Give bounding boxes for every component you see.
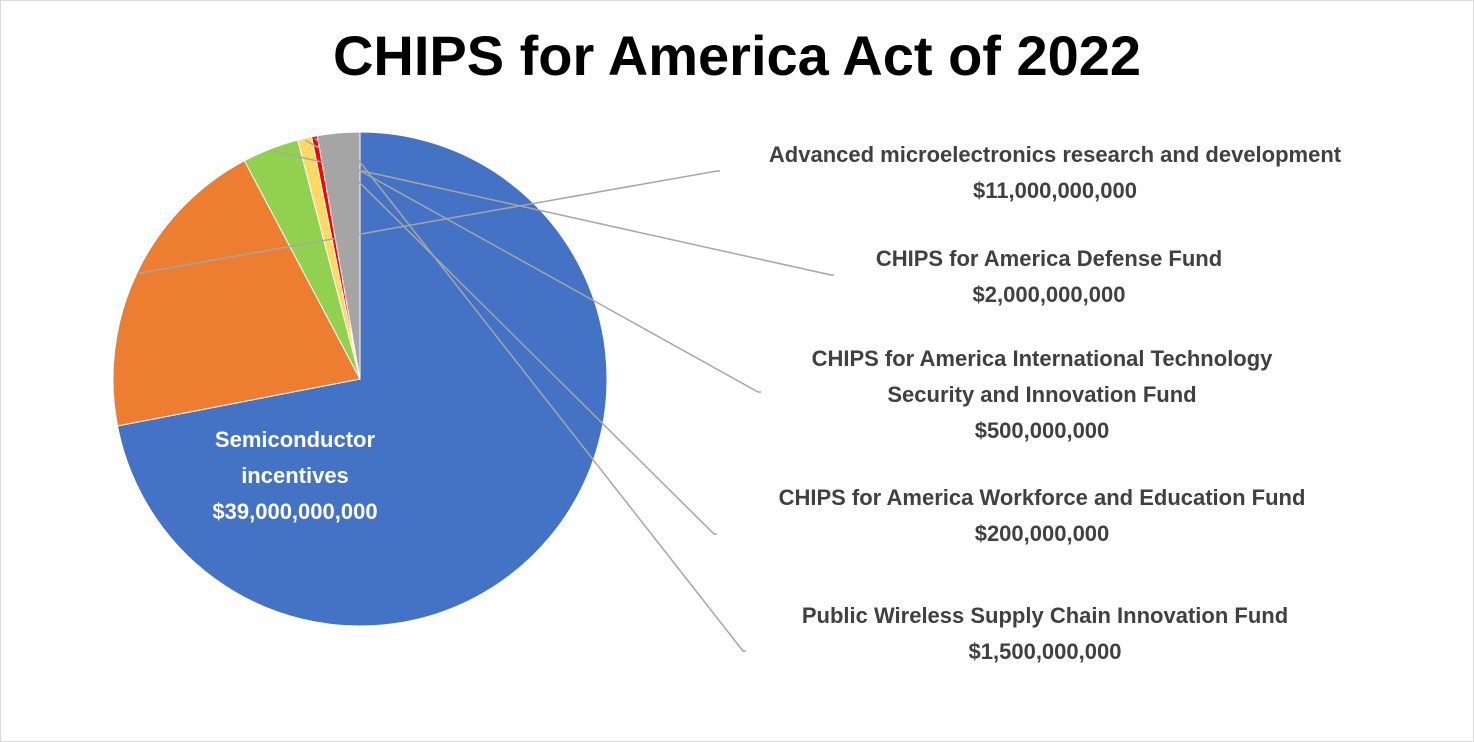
slice-name-label: CHIPS for America International Technology xyxy=(811,345,1273,371)
slice-name-label: Public Wireless Supply Chain Innovation Fund xyxy=(801,602,1289,628)
slice-value-label: $11,000,000,000 xyxy=(973,177,1137,203)
chart-title: CHIPS for America Act of 2022 xyxy=(332,24,1142,87)
pie-chart xyxy=(1,1,1473,741)
slice-value-label: $39,000,000,000 xyxy=(212,498,378,524)
slice-name-label: CHIPS for America Workforce and Education Fund xyxy=(778,484,1306,510)
slice-name-label: incentives xyxy=(241,462,349,488)
slice-value-label: $2,000,000,000 xyxy=(972,281,1126,307)
slice-name-label: Semiconductor xyxy=(214,426,376,452)
slice-value-label: $200,000,000 xyxy=(974,520,1110,546)
slice-value-label: $1,500,000,000 xyxy=(968,638,1122,664)
slice-name-label: Security and Innovation Fund xyxy=(887,381,1197,407)
slice-name-label: Advanced microelectronics research and development xyxy=(768,141,1342,167)
slice-name-label: CHIPS for America Defense Fund xyxy=(875,245,1223,271)
slice-value-label: $500,000,000 xyxy=(974,417,1110,443)
